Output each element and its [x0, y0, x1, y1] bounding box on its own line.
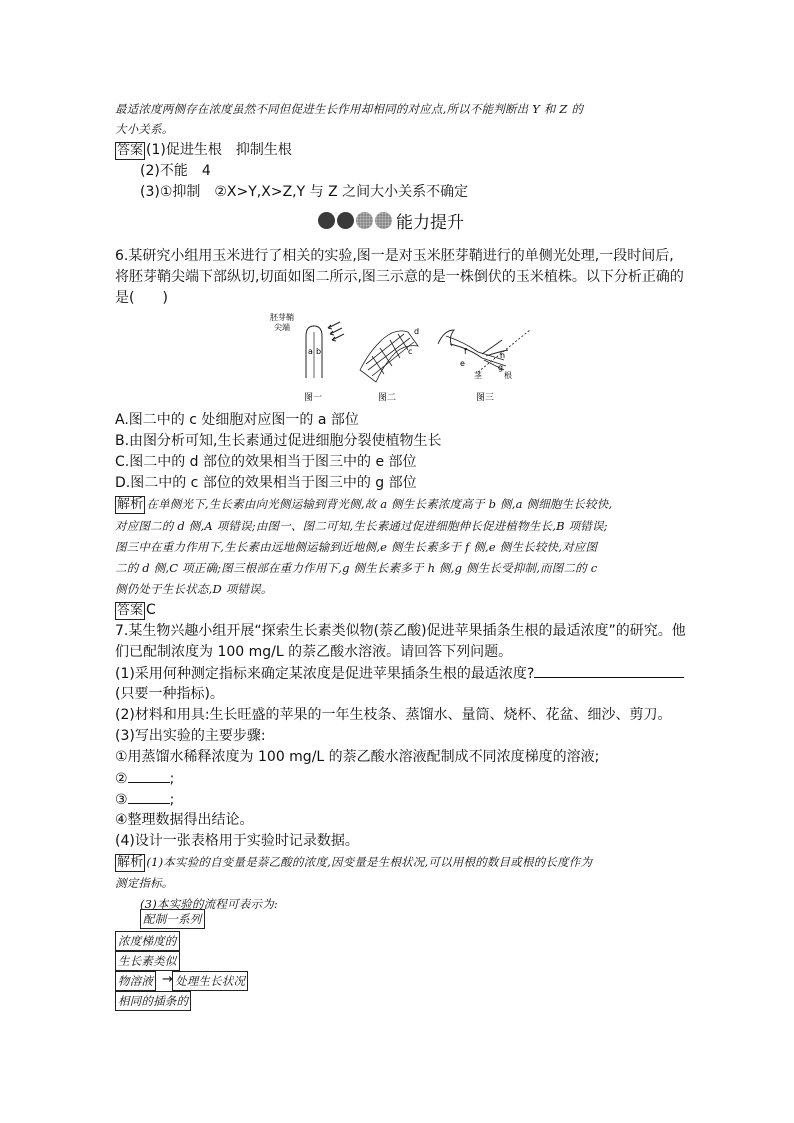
caption-figure-two: 图二: [378, 393, 397, 403]
flow-box: 相同的插条的: [115, 991, 191, 1011]
explanation-line: 侧仍处于生长状态,D 项错误。: [115, 582, 273, 596]
banner-dot-icon: [356, 212, 373, 229]
option-c: C.图二中的 d 部位的效果相当于图三中的 e 部位: [115, 454, 417, 470]
answer-line: [115, 600, 156, 620]
banner-dot-icon: [375, 212, 392, 229]
banner-dot-icon: [318, 212, 335, 229]
question-7-part-3: (3)写出实验的主要步骤:: [115, 728, 266, 744]
step-3: [115, 789, 174, 810]
label-h: h: [500, 351, 506, 360]
label-e: e: [460, 359, 465, 368]
explanation-line: [115, 494, 612, 514]
step-4: ④整理数据得出结论。: [115, 812, 254, 828]
answer-tag: 答案: [117, 143, 144, 158]
figure-three: [438, 330, 530, 372]
punct: ;: [169, 771, 175, 787]
explanation-line: (3)本实验的流程可表示为:: [140, 897, 278, 911]
flow-box: 处理生长状况: [172, 971, 248, 991]
answer-blank[interactable]: [128, 768, 170, 783]
flow-arrow-icon: →: [162, 972, 173, 987]
flow-box: 生长素类似: [115, 951, 180, 971]
answer-text: (1)促进生根 抑制生根: [146, 142, 292, 158]
step-2: [115, 768, 174, 789]
explanation-line: [115, 852, 592, 872]
question-6-stem: 6.某研究小组用玉米进行了相关的实验,图一是对玉米胚芽鞘进行的单侧光处理,一段时间后,: [115, 248, 674, 264]
explanation-tag: 解析: [117, 855, 144, 870]
figure-two: [360, 331, 418, 382]
question-7-stem: 7.某生物兴趣小组开展“探索生长素类似物(萘乙酸)促进苹果插条生根的最适浓度”的研究。他: [115, 623, 686, 639]
step-1: ①用蒸馏水稀释浓度为 100 mg/L 的萘乙酸水溶液配制成不同浓度梯度的溶液;: [115, 749, 600, 765]
option-b: B.由图分析可知,生长素通过促进细胞分裂使植物生长: [115, 433, 442, 449]
flow-box: 配制一系列: [140, 909, 205, 929]
question-7-stem: 们已配制浓度为 100 mg/L 的萘乙酸水溶液。请回答下列问题。: [115, 644, 513, 660]
answer-line-1: [115, 140, 292, 160]
punct: ;: [169, 792, 175, 808]
explanation-line: 图三中在重力作用下,生长素由远地侧运输到近地侧,e 侧生长素多于 f 侧,e 侧生长较快,对应图: [115, 540, 598, 554]
explanation-line: 大小关系。: [115, 122, 174, 136]
question-7-part-1b: (只要一种指标)。: [115, 686, 224, 702]
explanation-line: 二的 d 侧,C 项正确;图三根部在重力作用下,g 侧生长素多于 h 侧,g 侧生长受抑制,而图二的 c: [115, 561, 598, 575]
answer-line-2: (2)不能 4: [140, 163, 211, 179]
answer-blank[interactable]: [128, 789, 170, 804]
caption-figure-three: 图三: [476, 393, 495, 403]
caption-figure-one: 图一: [304, 393, 323, 403]
step-label: ②: [115, 771, 128, 787]
explanation-tag: 解析: [117, 497, 144, 512]
explanation-line: 对应图二的 d 侧,A 项错误;由图一、图二可知,生长素通过促进细胞伸长促进植物生长,B 项错误;: [115, 519, 608, 533]
label-d: d: [414, 327, 420, 336]
label-c: c: [408, 347, 413, 356]
experiment-figure: [268, 308, 538, 408]
section-title: 能力提升: [396, 212, 464, 233]
option-a: A.图二中的 c 处细胞对应图一的 a 部位: [115, 412, 359, 428]
label-stem: 茎: [474, 371, 482, 380]
answer-line-3: (3)①抑制 ②X>Y,X>Z,Y 与 Z 之间大小关系不确定: [140, 184, 469, 200]
section-banner: [318, 209, 464, 231]
part-text: (1)采用何种测定指标来确定某浓度是促进苹果插条生根的最适浓度?: [115, 666, 535, 682]
question-6-stem: 将胚芽鞘尖端下部纵切,切面如图二所示,图三示意的是一株倒伏的玉米植株。以下分析正确的: [115, 269, 684, 285]
question-7-part-2: (2)材料和用具:生长旺盛的苹果的一年生枝条、蒸馏水、量筒、烧杯、花盆、细沙、剪刀。: [115, 707, 672, 723]
step-label: ③: [115, 792, 128, 808]
question-7-part-1: [115, 663, 684, 684]
flow-box: 浓度梯度的: [115, 931, 180, 951]
question-6-stem: 是( ): [115, 290, 168, 306]
explanation-line: 测定指标。: [115, 876, 174, 890]
option-d: D.图二中的 c 部位的效果相当于图三中的 g 部位: [115, 475, 417, 491]
explanation-text: (1)本实验的自变量是萘乙酸的浓度,因变量是生根状况,可以用根的数目或根的长度作为: [146, 855, 593, 869]
label-a: a: [308, 347, 313, 356]
label-f: f: [464, 347, 467, 356]
answer-text: C: [146, 602, 156, 618]
label-b: b: [316, 347, 322, 356]
label-g: g: [498, 363, 504, 372]
label-tip: 尖端: [274, 323, 290, 332]
label-tip: 胚芽鞘: [270, 313, 294, 322]
answer-blank[interactable]: [534, 663, 684, 678]
flow-box: 物溶液: [115, 971, 156, 991]
explanation-text: 在单侧光下,生长素由向光侧运输到背光侧,故 a 侧生长素浓度高于 b 侧,a 侧细胞生长较快,: [146, 497, 613, 511]
answer-tag: 答案: [117, 603, 144, 618]
banner-dot-icon: [337, 212, 354, 229]
explanation-line: 最适浓度两侧存在浓度虽然不同但促进生长作用却相同的对应点,所以不能判断出 Y 和 Z 的: [115, 102, 584, 116]
question-7-part-4: (4)设计一张表格用于实验时记录数据。: [115, 833, 359, 849]
label-root: 根: [504, 371, 512, 380]
